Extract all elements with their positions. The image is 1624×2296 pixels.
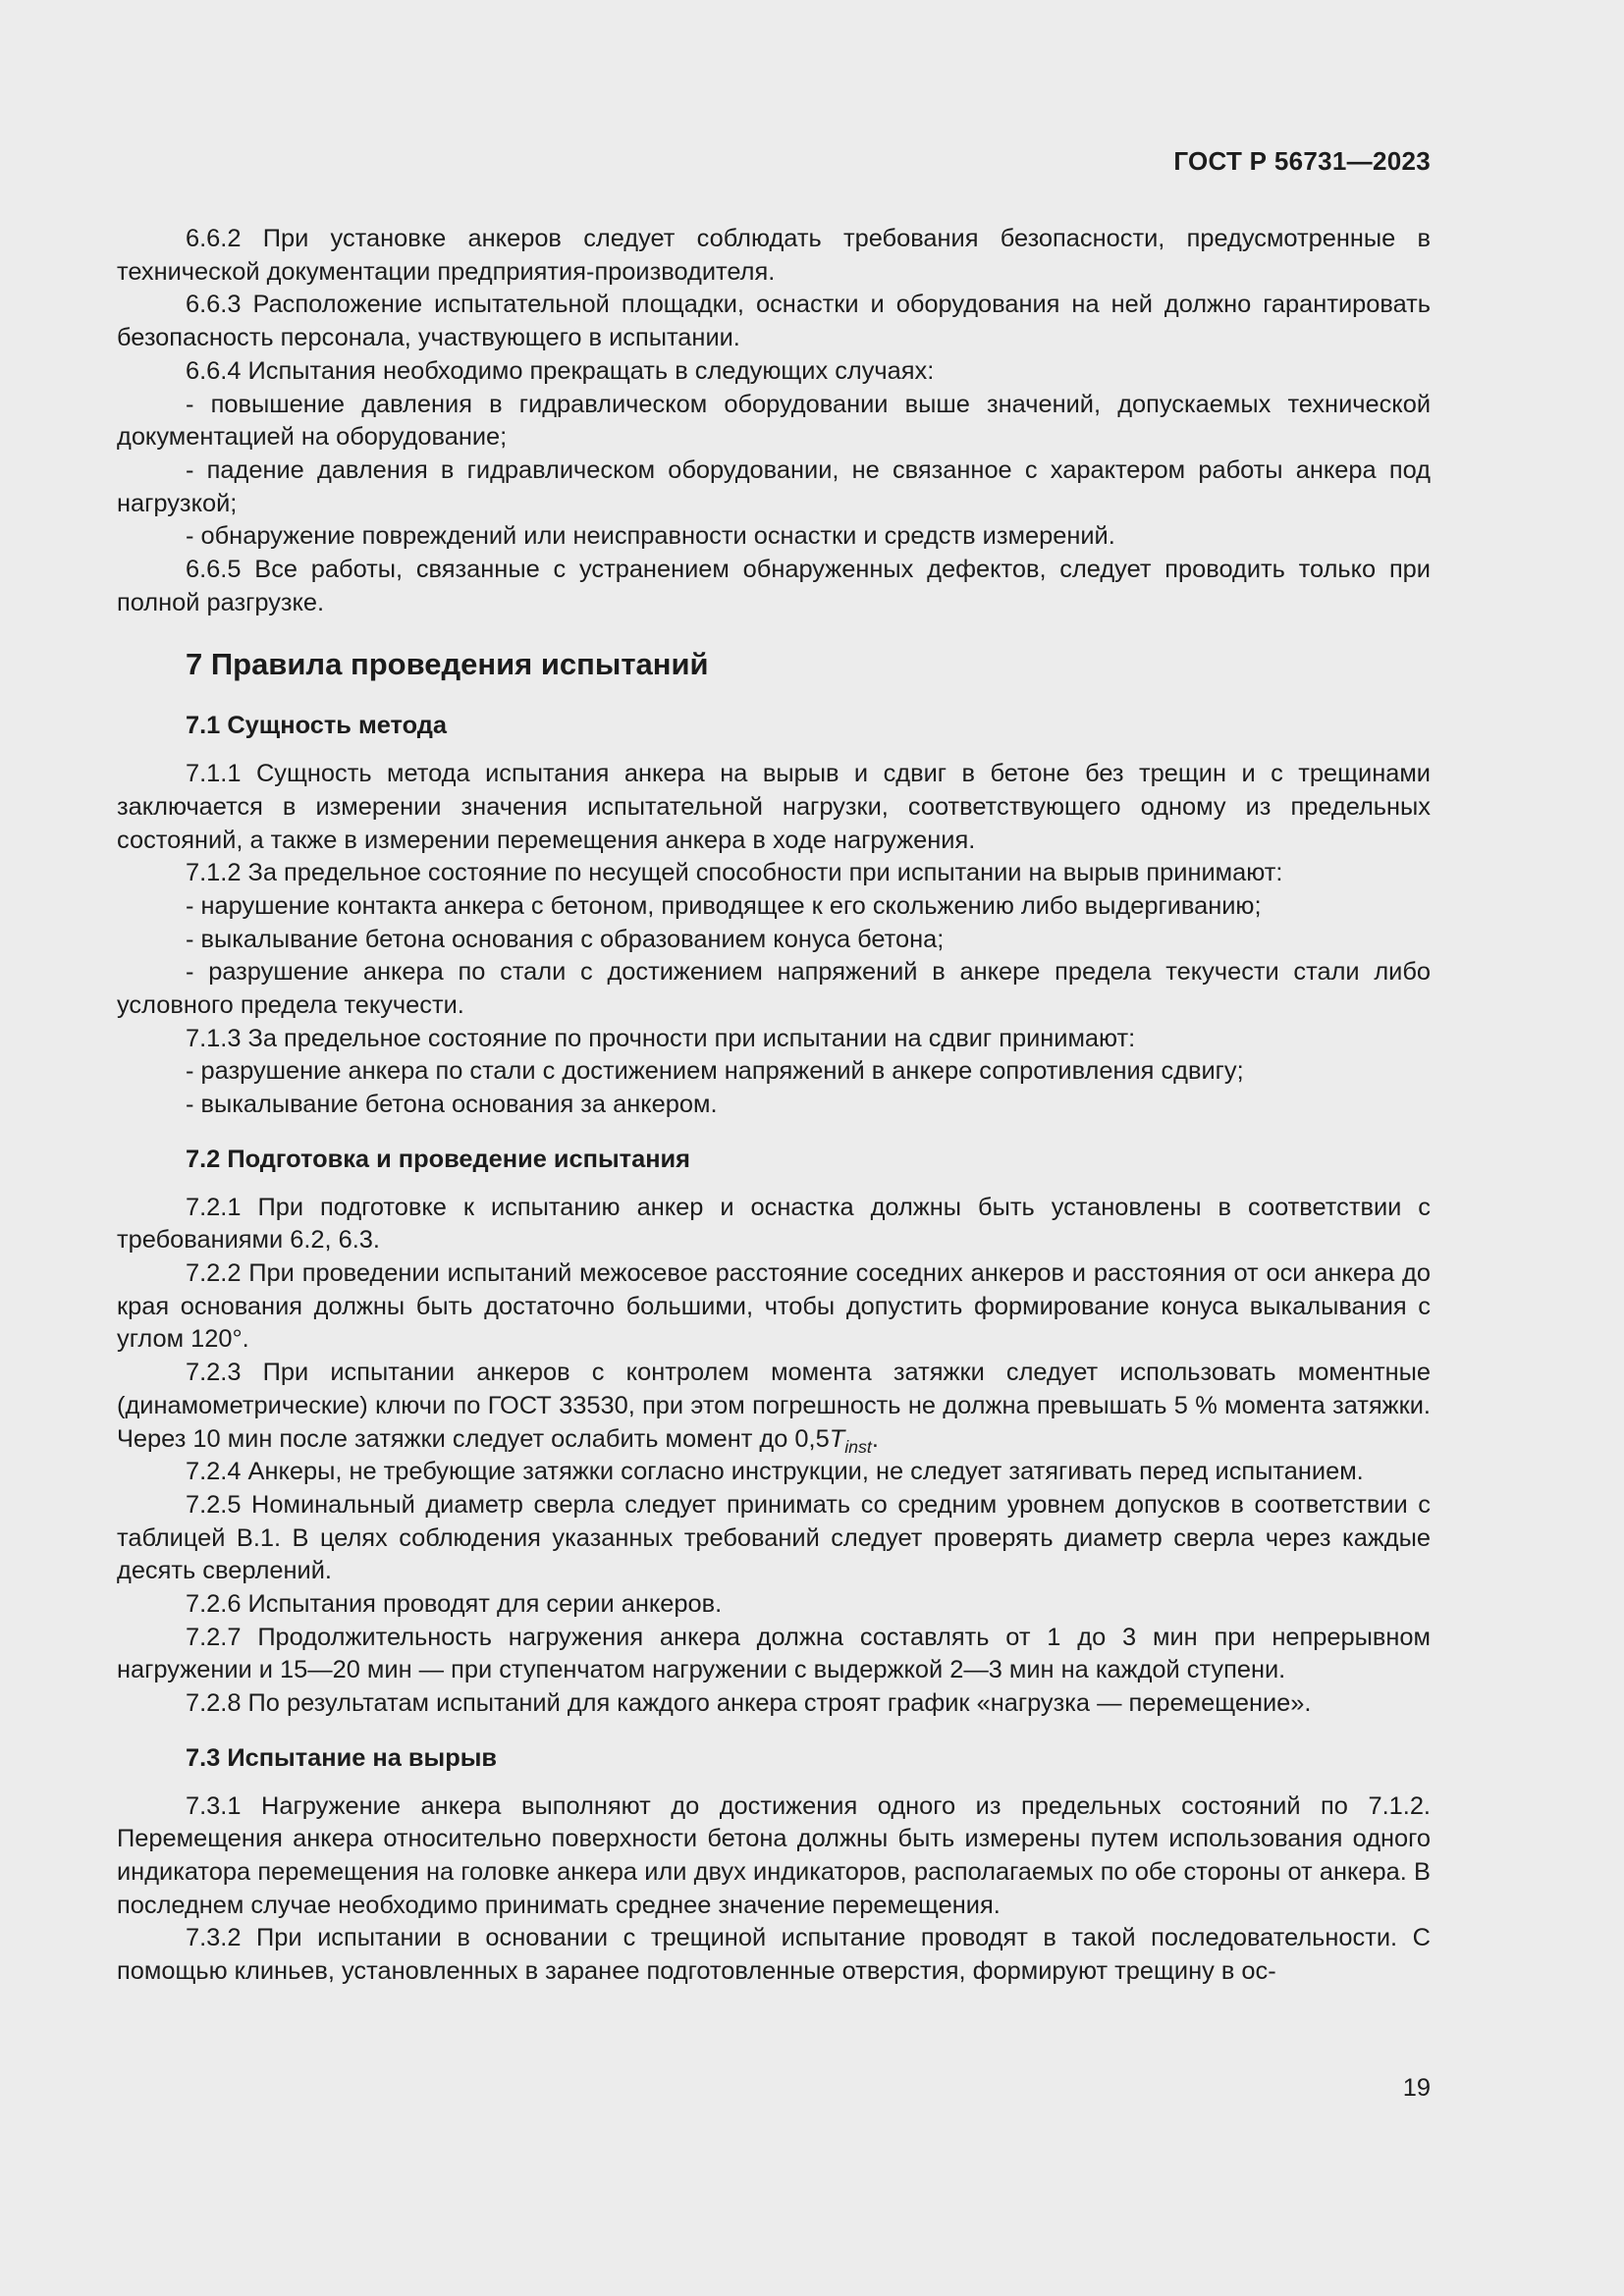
list-item: - разрушение анкера по стали с достижением напряжений в анкере сопротивления сдвигу; bbox=[186, 1057, 1244, 1086]
paragraph-7-1-2: 7.1.2 За предельное состояние по несущей способности при испытании на вырыв принимают: bbox=[186, 859, 1283, 887]
paragraph-7-2-3-end: . bbox=[871, 1424, 879, 1453]
page-number: 19 bbox=[1402, 2074, 1431, 2102]
paragraph-7-2-3-text: 7.2.3 При испытании анкеров с контролем момента затяжки следует использовать моментные (динамометрические) ключи по ГОСТ 33530, при этом погрешность не должна превышать 5 % момента затяжки. Через 10 мин после затяжки следует ослабить момент до 0,5 bbox=[117, 1359, 1431, 1453]
paragraph-7-2-4: 7.2.4 Анкеры, не требующие затяжки согласно инструкции, не следует затягивать перед испытанием. bbox=[186, 1458, 1364, 1486]
paragraph-6-6-5: 6.6.5 Все работы, связанные с устранением обнаруженных дефектов, следует проводить только при полной разгрузке. bbox=[117, 556, 1431, 616]
list-item: - повышение давления в гидравлическом оборудовании выше значений, допускаемых технической документацией на оборудование; bbox=[117, 390, 1431, 452]
list-item: - падение давления в гидравлическом оборудовании, не связанное с характером работы анкера под нагрузкой; bbox=[117, 455, 1431, 517]
page-content bbox=[117, 223, 1431, 1989]
torque-symbol: T bbox=[829, 1424, 845, 1453]
paragraph-7-3-2: 7.3.2 При испытании в основании с трещиной испытание проводят в такой последовательности. С помощью клиньев, установленных в заранее подготовленные отверстия, формируют трещину в ос- bbox=[117, 1924, 1431, 1986]
paragraph-7-2-7: 7.2.7 Продолжительность нагружения анкера должна составлять от 1 до 3 мин при непрерывном нагружении и 15—20 мин — при ступенчатом нагружении с выдержкой 2—3 мин на каждой ступени. bbox=[117, 1623, 1431, 1684]
paragraph-6-6-2: 6.6.2 При установке анкеров следует соблюдать требования безопасности, предусмотренные в технической документации предприятия-производителя. bbox=[117, 225, 1431, 286]
paragraph-7-2-8: 7.2.8 По результатам испытаний для каждого анкера строят график «нагрузка — перемещение». bbox=[186, 1689, 1312, 1718]
list-item: - выкалывание бетона основания с образованием конуса бетона; bbox=[186, 925, 945, 953]
paragraph-7-2-3 bbox=[117, 1357, 1431, 1456]
paragraph-6-6-3: 6.6.3 Расположение испытательной площадки, оснастки и оборудования на ней должно гарантировать безопасность персонала, участвующего в испытании. bbox=[117, 291, 1431, 352]
paragraph-7-3-1: 7.3.1 Нагружение анкера выполняют до достижения одного из предельных состояний по 7.1.2. Перемещения анкера относительно поверхности бетона должны быть измерены путем использования одного индикатора перемещения на головке анкера или двух индикаторов, располагаемых по обе стороны от анкера. В последнем случае необходимо принимать среднее значение перемещения. bbox=[117, 1791, 1431, 1919]
subsection-heading-7-1: 7.1 Сущность метода bbox=[186, 712, 448, 740]
list-item: - нарушение контакта анкера с бетоном, приводящее к его скольжению либо выдергиванию; bbox=[186, 891, 1262, 920]
subsection-heading-7-3: 7.3 Испытание на вырыв bbox=[186, 1743, 498, 1772]
paragraph-7-2-2: 7.2.2 При проведении испытаний межосевое расстояние соседних анкеров и расстояния от оси анкера до края основания должны быть достаточно большими, чтобы допустить формирование конуса выкалывания с углом 120°. bbox=[117, 1258, 1431, 1354]
paragraph-7-2-6: 7.2.6 Испытания проводят для серии анкеров. bbox=[186, 1590, 723, 1619]
document-header: ГОСТ Р 56731—2023 bbox=[1173, 146, 1431, 176]
list-item: - разрушение анкера по стали с достижением напряжений в анкере предела текучести стали либо условного предела текучести. bbox=[117, 958, 1431, 1020]
paragraph-7-1-3: 7.1.3 За предельное состояние по прочности при испытании на сдвиг принимают: bbox=[186, 1024, 1136, 1052]
list-item: - выкалывание бетона основания за анкером. bbox=[186, 1091, 718, 1119]
paragraph-7-2-5: 7.2.5 Номинальный диаметр сверла следует принимать со средним уровнем допусков в соответствии с таблицей В.1. В целях соблюдения указанных требований следует проверять диаметр сверла через каждые десять сверлений. bbox=[117, 1490, 1431, 1585]
paragraph-6-6-4: 6.6.4 Испытания необходимо прекращать в следующих случаях: bbox=[186, 356, 935, 385]
list-item: - обнаружение повреждений или неисправности оснастки и средств измерений. bbox=[186, 522, 1115, 551]
section-heading-7: 7 Правила проведения испытаний bbox=[186, 647, 709, 682]
torque-subscript: inst bbox=[844, 1436, 872, 1457]
paragraph-7-2-1: 7.2.1 При подготовке к испытанию анкер и оснастка должны быть установлены в соответствии с требованиями 6.2, 6.3. bbox=[117, 1193, 1431, 1255]
subsection-heading-7-2: 7.2 Подготовка и проведение испытания bbox=[186, 1145, 690, 1173]
paragraph-7-1-1: 7.1.1 Сущность метода испытания анкера на вырыв и сдвиг в бетоне без трещин и с трещинами заключается в измерении значения испытательной нагрузки, соответствующего одному из предельных состояний, а также в измерении перемещения анкера в ходе нагружения. bbox=[117, 760, 1431, 854]
